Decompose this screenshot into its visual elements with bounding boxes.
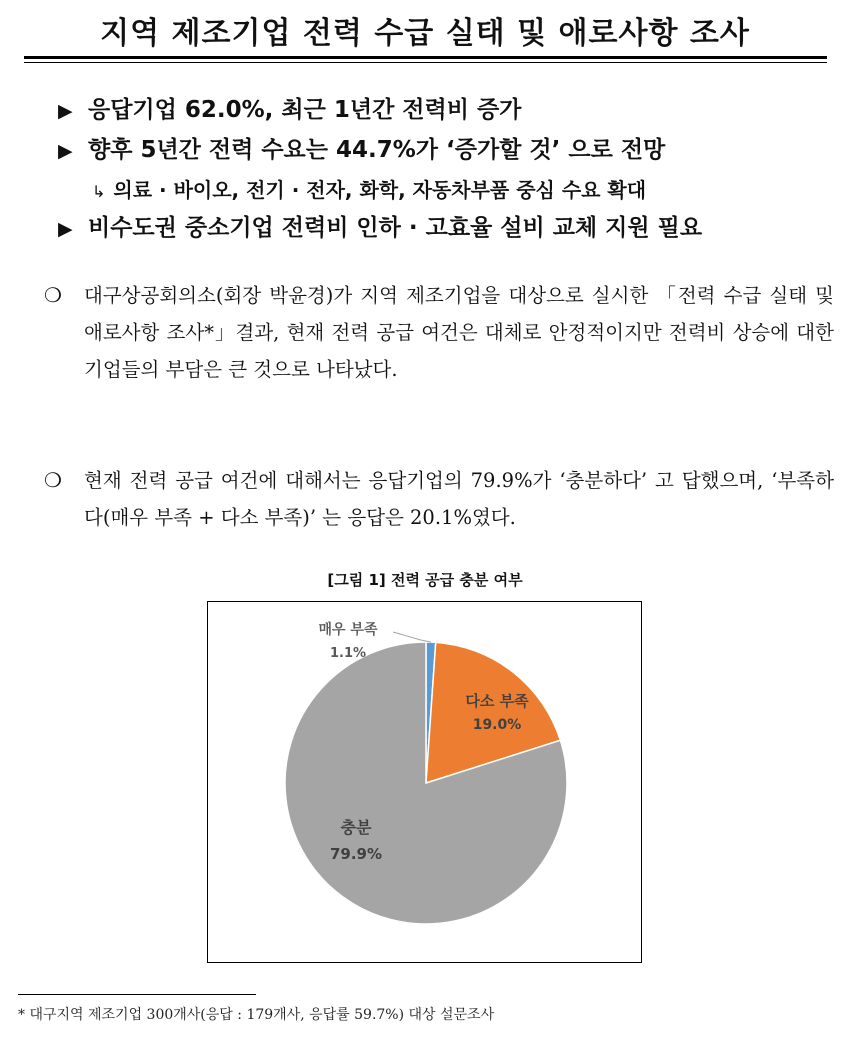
circle-bullet-icon: ❍: [44, 468, 62, 492]
triangle-bullet-icon: ▶: [58, 140, 73, 162]
body-paragraph: [44, 277, 834, 388]
slice-value-label: 1.1%: [329, 646, 367, 661]
pie-chart: [208, 602, 641, 962]
summary-bullet-text: 응답기업 62.0%, 최근 1년간 전력비 증가: [88, 97, 522, 123]
leader-line: [393, 632, 431, 642]
pie-chart-frame: [207, 601, 642, 963]
figure-caption: [그림 1] 전력 공급 충분 여부: [327, 571, 523, 589]
summary-sub-bullet-text: 의료 · 바이오, 전기 · 전자, 화학, 자동차부품 중심 수요 확대: [113, 178, 647, 202]
triangle-bullet-icon: ▶: [58, 100, 73, 122]
summary-bullet: [58, 93, 702, 133]
summary-sub-bullet: [58, 173, 702, 211]
body-paragraph: [44, 462, 834, 536]
slice-label: 다소 부족: [465, 692, 529, 710]
slice-label: 충분: [340, 818, 372, 837]
body-paragraph-text: 현재 전력 공급 여건에 대해서는 응답기업의 79.9%가 ‘충분하다’ 고 답했으며, ‘부족하다(매우 부족 + 다소 부족)’ 는 응답은 20.1%였다.: [84, 469, 834, 529]
body-paragraph-text: 대구상공회의소(회장 박윤경)가 지역 제조기업을 대상으로 실시한 「전력 수급 실태 및 애로사항 조사*」결과, 현재 전력 공급 여건은 대체로 안정적이지만 전력비 상승에 대한 기업들의 부담은 큰 것으로 나타났다.: [84, 284, 834, 381]
circle-bullet-icon: ❍: [44, 283, 62, 307]
title-rule-thin: [24, 62, 827, 63]
summary-bullet-text: 향후 5년간 전력 수요는 44.7%가 ‘증가할 것’ 으로 전망: [88, 137, 666, 163]
summary-bullets: [58, 93, 702, 251]
summary-bullet: [58, 211, 702, 251]
summary-bullet: [58, 133, 702, 173]
title-rule-thick: [24, 56, 827, 59]
page-title: 지역 제조기업 전력 수급 실태 및 애로사항 조사: [100, 16, 750, 51]
summary-bullet-text: 비수도권 중소기업 전력비 인하 · 고효율 설비 교체 지원 필요: [88, 215, 703, 241]
arrow-bullet-icon: ↳: [92, 182, 106, 201]
triangle-bullet-icon: ▶: [58, 218, 73, 240]
footnote-rule: [18, 994, 256, 995]
slice-label: 매우 부족: [318, 622, 378, 638]
slice-value-label: 79.9%: [329, 845, 383, 863]
slice-value-label: 19.0%: [472, 717, 522, 733]
footnote: * 대구지역 제조기업 300개사(응답 : 179개사, 응답률 59.7%) 대상 설문조사: [18, 1007, 495, 1023]
